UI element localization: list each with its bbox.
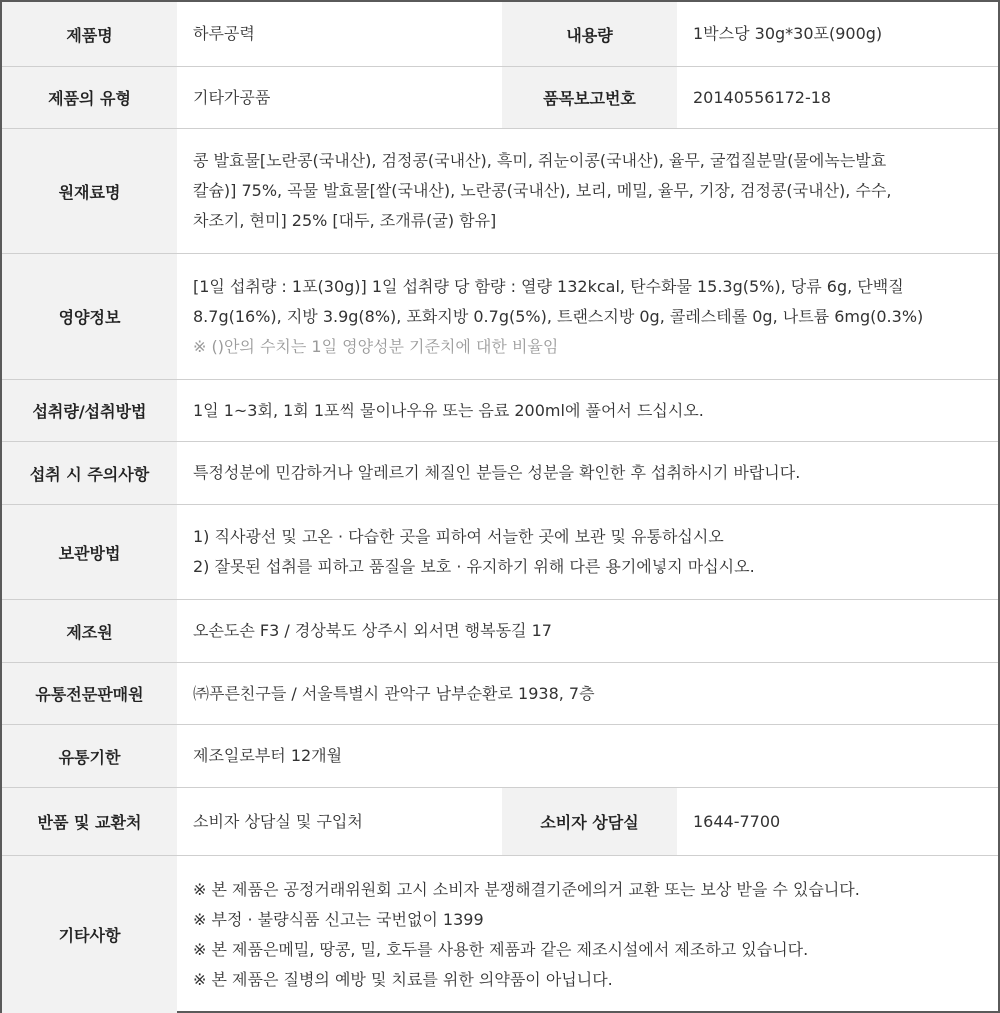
ingredients-line: 콩 발효물[노란콩(국내산), 검정콩(국내산), 흑미, 쥐눈이콩(국내산), 율무, 굴껍질분말(물에녹는발효 <box>193 151 887 170</box>
value-nutrition <box>177 254 998 379</box>
value-manufacturer: 오손도손 F3 / 경상북도 상주시 외서면 행복동길 17 <box>193 621 552 640</box>
storage-line: 1) 직사광선 및 고온 · 다습한 곳을 피하여 서늘한 곳에 보관 및 유통하십시오 <box>193 527 724 546</box>
others-line: ※ 본 제품은 질병의 예방 및 치료를 위한 의약품이 아닙니다. <box>193 969 613 989</box>
row-ingredients <box>2 129 998 254</box>
value-consumer-center: 1644-7700 <box>693 811 781 831</box>
nutrition-note: ※ ()안의 수치는 1일 영양성분 기준치에 대한 비율임 <box>193 336 559 356</box>
row-product-type <box>2 67 998 129</box>
others-line: ※ 본 제품은 공정거래위원회 고시 소비자 분쟁해결기준에의거 교환 또는 보상 받을 수 있습니다. <box>193 879 860 899</box>
row-nutrition <box>2 254 998 380</box>
value-intake-method: 1일 1~3회, 1회 1포씩 물이나우유 또는 음료 200ml에 풀어서 드십시오. <box>193 400 704 420</box>
ingredients-line: 차조기, 현미] 25% [대두, 조개류(굴) 함유] <box>193 211 497 230</box>
value-others <box>177 856 998 1013</box>
label-product-type: 제품의 유형 <box>2 67 177 128</box>
nutrition-line: 8.7g(16%), 지방 3.9g(8%), 포화지방 0.7g(5%), 트랜스지방 0g, 콜레스테롤 0g, 나트륨 6mg(0.3%) <box>193 306 924 326</box>
ingredients-line: 칼슘)] 75%, 곡물 발효물[쌀(국내산), 노란콩(국내산), 보리, 메밀, 율무, 기장, 검정콩(국내산), 수수, <box>193 181 892 200</box>
value-product-type: 기타가공품 <box>193 87 271 107</box>
storage-line: 2) 잘못된 섭취를 피하고 품질을 보호 · 유지하기 위해 다른 용기에넣지 마십시오. <box>193 557 755 576</box>
row-returns <box>2 788 998 856</box>
label-storage: 보관방법 <box>2 505 177 599</box>
value-report-number: 20140556172-18 <box>693 87 832 107</box>
label-nutrition: 영양정보 <box>2 254 177 379</box>
value-product-name: 하루공력 <box>193 24 255 43</box>
others-line: ※ 본 제품은메밀, 땅콩, 밀, 호두를 사용한 제품과 같은 제조시설에서 제조하고 있습니다. <box>193 939 809 959</box>
label-distributor: 유통전문판매원 <box>2 663 177 724</box>
label-report-number: 품목보고번호 <box>502 67 677 128</box>
nutrition-line: [1일 섭취량 : 1포(30g)] 1일 섭취량 당 함량 : 열량 132kcal, 탄수화물 15.3g(5%), 당류 6g, 단백질 <box>193 276 904 296</box>
label-expiration: 유통기한 <box>2 725 177 787</box>
value-ingredients <box>177 129 998 253</box>
row-expiration <box>2 725 998 788</box>
row-intake-method <box>2 380 998 442</box>
value-storage <box>177 505 998 599</box>
others-line: ※ 부정 · 불량식품 신고는 국번없이 1399 <box>193 909 484 929</box>
row-manufacturer <box>2 600 998 663</box>
row-product-name <box>2 2 998 67</box>
row-storage <box>2 505 998 600</box>
label-consumer-center: 소비자 상담실 <box>502 788 677 855</box>
row-others <box>2 856 998 1013</box>
label-content-amount: 내용량 <box>502 2 677 66</box>
label-others: 기타사항 <box>2 856 177 1013</box>
value-distributor: ㈜푸른친구들 / 서울특별시 관악구 남부순환로 1938, 7층 <box>193 683 595 703</box>
label-intake-method: 섭취량/섭취방법 <box>2 380 177 441</box>
row-intake-caution <box>2 442 998 505</box>
value-expiration: 제조일로부터 12개월 <box>193 746 343 765</box>
label-product-name: 제품명 <box>2 2 177 66</box>
label-manufacturer: 제조원 <box>2 600 177 662</box>
value-intake-caution: 특정성분에 민감하거나 알레르기 체질인 분들은 성분을 확인한 후 섭취하시기 바랍니다. <box>193 463 801 482</box>
value-content-amount: 1박스당 30g*30포(900g) <box>693 24 883 43</box>
value-returns: 소비자 상담실 및 구입처 <box>193 811 363 831</box>
row-distributor <box>2 663 998 725</box>
label-returns: 반품 및 교환처 <box>2 788 177 855</box>
label-intake-caution: 섭취 시 주의사항 <box>2 442 177 504</box>
label-ingredients: 원재료명 <box>2 129 177 253</box>
